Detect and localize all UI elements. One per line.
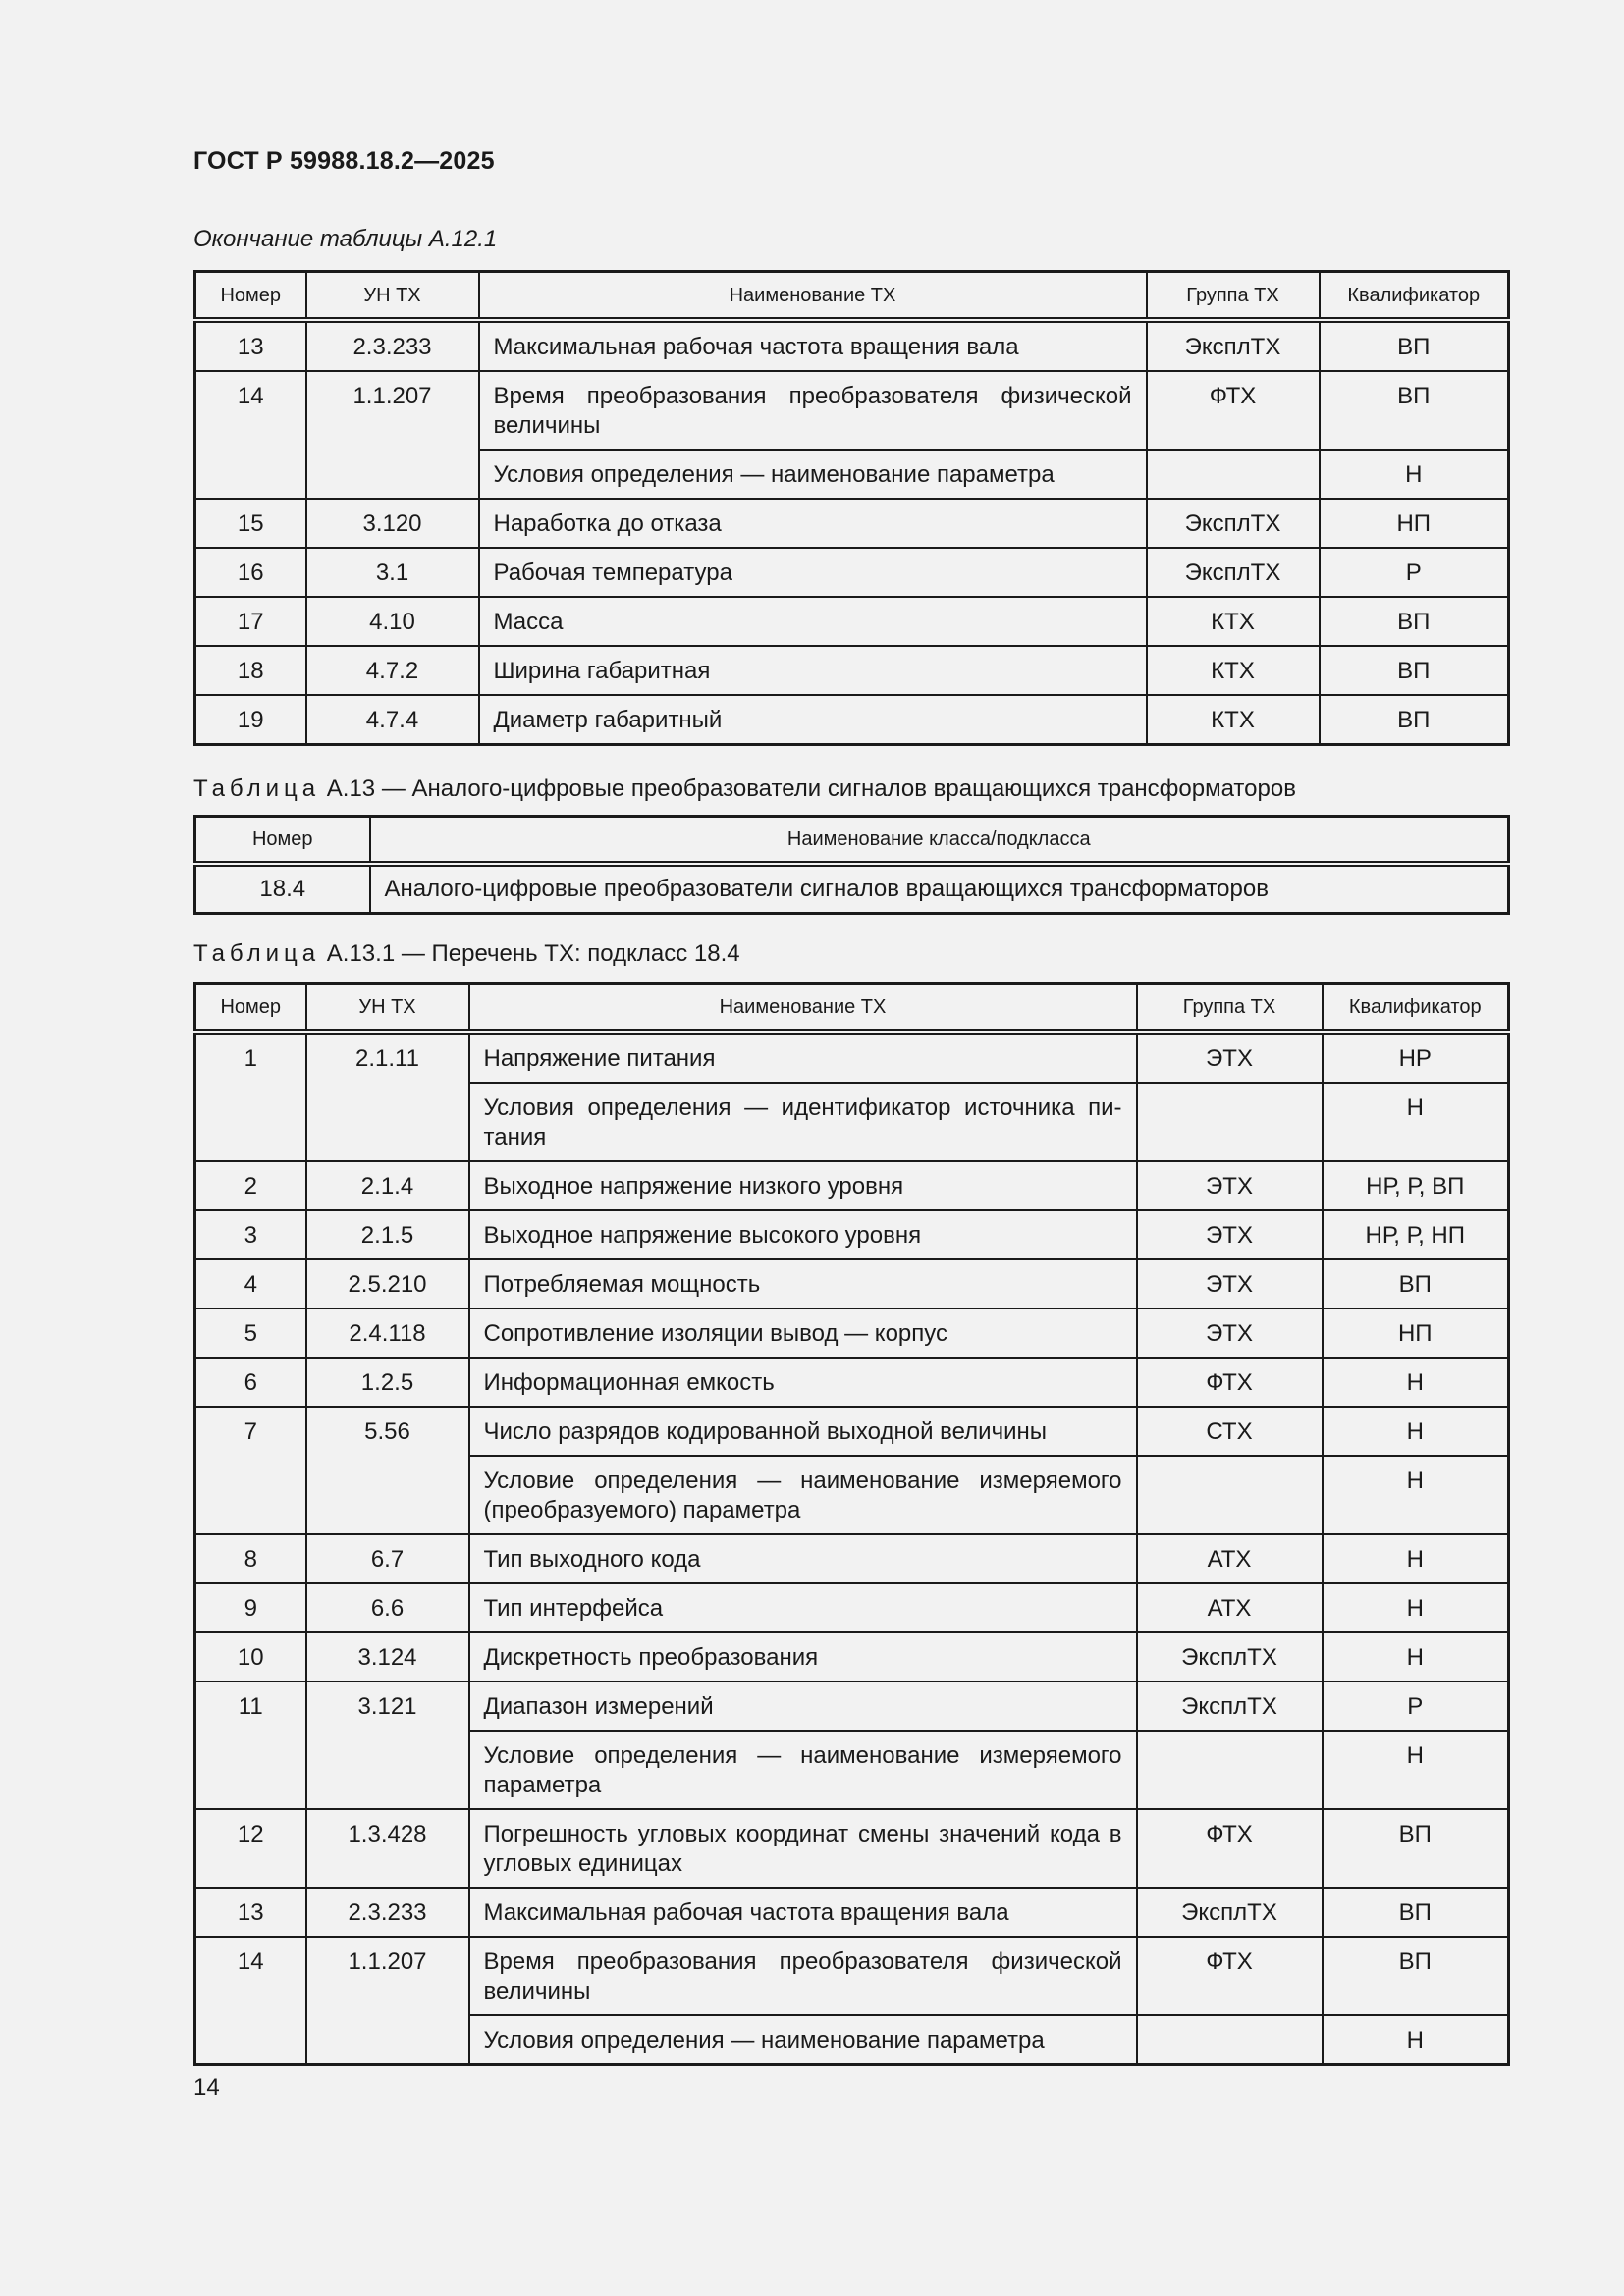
row-number: 14 — [195, 371, 306, 499]
characteristic-code: 4.7.2 — [306, 646, 479, 695]
column-header: Номер — [195, 984, 306, 1033]
row-number: 8 — [195, 1534, 306, 1583]
qualifier: Н — [1323, 2015, 1509, 2065]
table-row — [195, 1032, 1509, 1083]
table-row — [195, 1308, 1509, 1358]
characteristic-code: 3.120 — [306, 499, 479, 548]
characteristic-name: Диаметр габаритный — [479, 695, 1147, 745]
document-page — [193, 0, 1507, 2296]
characteristic-name: Ширина габаритная — [479, 646, 1147, 695]
qualifier: НР — [1323, 1032, 1509, 1083]
table-row — [195, 1210, 1509, 1259]
row-number: 7 — [195, 1407, 306, 1534]
characteristic-name: Напряжение питания — [469, 1032, 1137, 1083]
column-header: Группа ТХ — [1137, 984, 1323, 1033]
table-header-row — [195, 272, 1509, 321]
characteristic-name: Время преобразования преобразователя физической величины — [469, 1937, 1137, 2015]
characteristic-group — [1147, 450, 1320, 499]
table-row — [195, 499, 1509, 548]
characteristic-group — [1137, 1456, 1323, 1534]
qualifier: Н — [1323, 1358, 1509, 1407]
column-header: Номер — [195, 817, 370, 865]
caption-label: Таблица — [193, 940, 321, 967]
column-header: Квалификатор — [1323, 984, 1509, 1033]
condition-name: Условие определения — наименование измеряемого параметра — [469, 1731, 1137, 1809]
characteristic-name: Дискретность преобразования — [469, 1632, 1137, 1682]
characteristic-code: 6.6 — [306, 1583, 469, 1632]
characteristic-group: ФТХ — [1137, 1809, 1323, 1888]
characteristic-group: ЭТХ — [1137, 1032, 1323, 1083]
characteristic-group: ЭТХ — [1137, 1161, 1323, 1210]
row-number: 11 — [195, 1682, 306, 1809]
condition-name: Условия определения — наименование параметра — [469, 2015, 1137, 2065]
condition-name: Условия определения — идентификатор источника пи-тания — [469, 1083, 1137, 1161]
qualifier: НР, Р, ВП — [1323, 1161, 1509, 1210]
characteristic-group: КТХ — [1147, 646, 1320, 695]
characteristic-name: Сопротивление изоляции вывод — корпус — [469, 1308, 1137, 1358]
qualifier: ВП — [1320, 695, 1509, 745]
characteristic-group: ЭТХ — [1137, 1259, 1323, 1308]
table-row — [195, 548, 1509, 597]
characteristic-group: ЭксплТХ — [1137, 1632, 1323, 1682]
characteristic-code: 2.3.233 — [306, 1888, 469, 1937]
characteristic-code: 2.3.233 — [306, 320, 479, 371]
qualifier: Н — [1323, 1731, 1509, 1809]
table-row — [195, 1583, 1509, 1632]
condition-name: Условия определения — наименование параметра — [479, 450, 1147, 499]
qualifier: НП — [1320, 499, 1509, 548]
table-row — [195, 1407, 1509, 1456]
characteristic-name: Тип интерфейса — [469, 1583, 1137, 1632]
column-header: Наименование ТХ — [479, 272, 1147, 321]
characteristic-code: 2.1.11 — [306, 1032, 469, 1161]
document-header: ГОСТ Р 59988.18.2—2025 — [193, 147, 495, 175]
characteristic-code: 5.56 — [306, 1407, 469, 1534]
qualifier: ВП — [1323, 1809, 1509, 1888]
characteristic-code: 6.7 — [306, 1534, 469, 1583]
qualifier: Н — [1323, 1083, 1509, 1161]
qualifier: Н — [1323, 1456, 1509, 1534]
characteristic-group — [1137, 1731, 1323, 1809]
qualifier: Н — [1320, 450, 1509, 499]
characteristic-code: 1.1.207 — [306, 371, 479, 499]
qualifier: ВП — [1320, 371, 1509, 450]
row-number: 12 — [195, 1809, 306, 1888]
table-row — [195, 1534, 1509, 1583]
characteristic-name: Погрешность угловых координат смены значений кода в угловых единицах — [469, 1809, 1137, 1888]
qualifier: Р — [1320, 548, 1509, 597]
row-number: 9 — [195, 1583, 306, 1632]
row-number: 1 — [195, 1032, 306, 1161]
characteristic-group: КТХ — [1147, 695, 1320, 745]
row-number: 10 — [195, 1632, 306, 1682]
table-row — [195, 597, 1509, 646]
characteristic-code: 1.1.207 — [306, 1937, 469, 2065]
qualifier: ВП — [1323, 1937, 1509, 2015]
table-row — [195, 1632, 1509, 1682]
characteristic-code: 3.121 — [306, 1682, 469, 1809]
row-number: 13 — [195, 320, 306, 371]
characteristic-code: 1.3.428 — [306, 1809, 469, 1888]
row-number: 13 — [195, 1888, 306, 1937]
caption-label: Таблица — [193, 775, 321, 802]
table-a121 — [193, 270, 1510, 746]
qualifier: ВП — [1320, 597, 1509, 646]
characteristic-group: ЭТХ — [1137, 1210, 1323, 1259]
characteristic-code: 1.2.5 — [306, 1358, 469, 1407]
characteristic-name: Масса — [479, 597, 1147, 646]
table-row — [195, 1259, 1509, 1308]
characteristic-code: 2.1.5 — [306, 1210, 469, 1259]
characteristic-name: Время преобразования преобразователя физической величины — [479, 371, 1147, 450]
table-header-row — [195, 817, 1509, 865]
characteristic-group: ЭксплТХ — [1147, 548, 1320, 597]
caption-text: А.13.1 — Перечень ТХ: подкласс 18.4 — [326, 940, 740, 967]
qualifier: Н — [1323, 1407, 1509, 1456]
characteristic-name: Максимальная рабочая частота вращения вала — [479, 320, 1147, 371]
table-row — [195, 1358, 1509, 1407]
characteristic-code: 2.4.118 — [306, 1308, 469, 1358]
characteristic-name: Выходное напряжение высокого уровня — [469, 1210, 1137, 1259]
class-number: 18.4 — [195, 864, 370, 914]
table-row — [195, 371, 1509, 450]
row-number: 2 — [195, 1161, 306, 1210]
row-number: 5 — [195, 1308, 306, 1358]
table-row — [195, 1682, 1509, 1731]
characteristic-code: 3.1 — [306, 548, 479, 597]
row-number: 3 — [195, 1210, 306, 1259]
table-a13 — [193, 815, 1510, 915]
characteristic-name: Потребляемая мощность — [469, 1259, 1137, 1308]
row-number: 16 — [195, 548, 306, 597]
table-row — [195, 1161, 1509, 1210]
characteristic-group: ФТХ — [1147, 371, 1320, 450]
characteristic-name: Рабочая температура — [479, 548, 1147, 597]
characteristic-group — [1137, 2015, 1323, 2065]
characteristic-name: Наработка до отказа — [479, 499, 1147, 548]
characteristic-group: ЭксплТХ — [1137, 1682, 1323, 1731]
column-header: Наименование ТХ — [469, 984, 1137, 1033]
qualifier: ВП — [1323, 1888, 1509, 1937]
characteristic-group: ЭксплТХ — [1147, 499, 1320, 548]
qualifier: ВП — [1320, 320, 1509, 371]
class-name: Аналого-цифровые преобразователи сигналов вращающихся трансформаторов — [370, 864, 1509, 914]
characteristic-code: 4.10 — [306, 597, 479, 646]
table-a131 — [193, 982, 1510, 2066]
column-header: УН ТХ — [306, 984, 469, 1033]
qualifier: НП — [1323, 1308, 1509, 1358]
column-header: Группа ТХ — [1147, 272, 1320, 321]
characteristic-name: Максимальная рабочая частота вращения вала — [469, 1888, 1137, 1937]
characteristic-name: Информационная емкость — [469, 1358, 1137, 1407]
row-number: 17 — [195, 597, 306, 646]
table-row — [195, 1888, 1509, 1937]
table-row — [195, 646, 1509, 695]
caption-text: А.13 — Аналого-цифровые преобразователи сигналов вращающихся трансформаторов — [326, 775, 1296, 802]
row-number: 19 — [195, 695, 306, 745]
characteristic-group: ФТХ — [1137, 1937, 1323, 2015]
qualifier: Н — [1323, 1583, 1509, 1632]
row-number: 15 — [195, 499, 306, 548]
column-header: УН ТХ — [306, 272, 479, 321]
column-header: Квалификатор — [1320, 272, 1509, 321]
characteristic-group: АТХ — [1137, 1583, 1323, 1632]
characteristic-code: 2.1.4 — [306, 1161, 469, 1210]
row-number: 6 — [195, 1358, 306, 1407]
characteristic-group: АТХ — [1137, 1534, 1323, 1583]
table-a13-caption — [193, 775, 1296, 803]
qualifier: Р — [1323, 1682, 1509, 1731]
table-row — [195, 695, 1509, 745]
row-number: 14 — [195, 1937, 306, 2065]
characteristic-group: ФТХ — [1137, 1358, 1323, 1407]
characteristic-group: ЭксплТХ — [1137, 1888, 1323, 1937]
characteristic-group — [1137, 1083, 1323, 1161]
table-a121-caption: Окончание таблицы А.12.1 — [193, 226, 498, 252]
condition-name: Условие определения — наименование измеряемого (преобразуемого) параметра — [469, 1456, 1137, 1534]
qualifier: НР, Р, НП — [1323, 1210, 1509, 1259]
row-number: 4 — [195, 1259, 306, 1308]
table-row — [195, 864, 1509, 914]
qualifier: ВП — [1320, 646, 1509, 695]
table-a131-caption — [193, 940, 740, 968]
characteristic-name: Диапазон измерений — [469, 1682, 1137, 1731]
row-number: 18 — [195, 646, 306, 695]
qualifier: Н — [1323, 1534, 1509, 1583]
qualifier: ВП — [1323, 1259, 1509, 1308]
characteristic-name: Число разрядов кодированной выходной величины — [469, 1407, 1137, 1456]
table-row — [195, 320, 1509, 371]
table-row — [195, 1937, 1509, 2015]
column-header: Номер — [195, 272, 306, 321]
characteristic-code: 3.124 — [306, 1632, 469, 1682]
table-header-row — [195, 984, 1509, 1033]
qualifier: Н — [1323, 1632, 1509, 1682]
characteristic-group: СТХ — [1137, 1407, 1323, 1456]
characteristic-group: КТХ — [1147, 597, 1320, 646]
characteristic-group: ЭТХ — [1137, 1308, 1323, 1358]
characteristic-group: ЭксплТХ — [1147, 320, 1320, 371]
page-number: 14 — [193, 2074, 220, 2101]
characteristic-code: 4.7.4 — [306, 695, 479, 745]
characteristic-code: 2.5.210 — [306, 1259, 469, 1308]
characteristic-name: Тип выходного кода — [469, 1534, 1137, 1583]
table-row — [195, 1809, 1509, 1888]
column-header: Наименование класса/подкласса — [370, 817, 1509, 865]
characteristic-name: Выходное напряжение низкого уровня — [469, 1161, 1137, 1210]
